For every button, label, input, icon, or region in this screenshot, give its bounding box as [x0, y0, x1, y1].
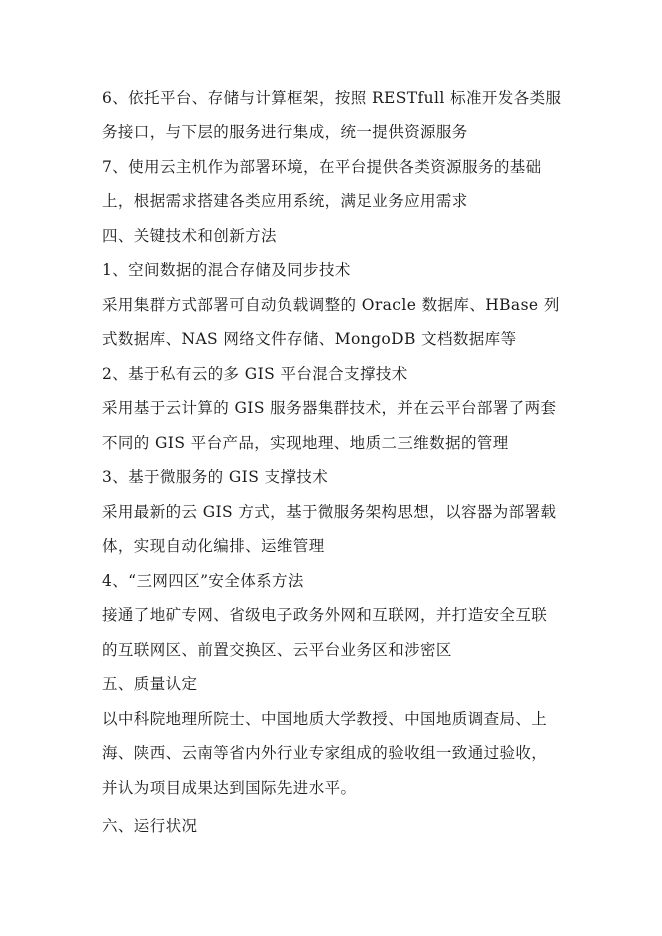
paragraph-line: 式数据库、NAS 网络文件存储、MongoDB 文档数据库等 [102, 330, 517, 348]
subsection-heading: 3、基于微服务的 GIS 支撑技术 [102, 468, 329, 486]
section-heading: 六、运行状况 [102, 817, 198, 835]
paragraph-line: 以中科院地理所院士、中国地质大学教授、中国地质调查局、上 [102, 710, 548, 728]
paragraph-line: 6、依托平台、存储与计算框架，按照 RESTfull 标准开发各类服 [102, 89, 562, 107]
paragraph-line: 采用最新的云 GIS 方式，基于微服务架构思想，以容器为部署载 [102, 503, 557, 521]
paragraph-line: 7、使用云主机作为部署环境，在平台提供各类资源服务的基础 [102, 158, 542, 176]
paragraph-line: 海、陕西、云南等省内外行业专家组成的验收组一致通过验收， [102, 744, 548, 762]
paragraph-line: 务接口，与下层的服务进行集成，统一提供资源服务 [102, 123, 468, 141]
paragraph-line: 不同的 GIS 平台产品，实现地理、地质二三维数据的管理 [102, 434, 509, 452]
subsection-heading: 1、空间数据的混合存储及同步技术 [102, 261, 351, 279]
paragraph-line: 采用基于云计算的 GIS 服务器集群技术，并在云平台部署了两套 [102, 399, 557, 417]
section-heading: 五、质量认定 [102, 675, 198, 693]
paragraph-line: 体，实现自动化编排、运维管理 [102, 537, 325, 555]
section-heading: 四、关键技术和创新方法 [102, 227, 277, 245]
paragraph-line: 接通了地矿专网、省级电子政务外网和互联网，并打造安全互联 [102, 606, 548, 624]
paragraph-line: 的互联网区、前置交换区、云平台业务区和涉密区 [102, 641, 452, 659]
subsection-heading: 2、基于私有云的多 GIS 平台混合支撑技术 [102, 365, 408, 383]
paragraph-line: 上，根据需求搭建各类应用系统，满足业务应用需求 [102, 192, 468, 210]
paragraph-line: 采用集群方式部署可自动负载调整的 Oracle 数据库、HBase 列 [102, 296, 560, 314]
subsection-heading: 4、“三网四区”安全体系方法 [102, 572, 304, 590]
paragraph-line: 并认为项目成果达到国际先进水平。 [102, 779, 357, 797]
